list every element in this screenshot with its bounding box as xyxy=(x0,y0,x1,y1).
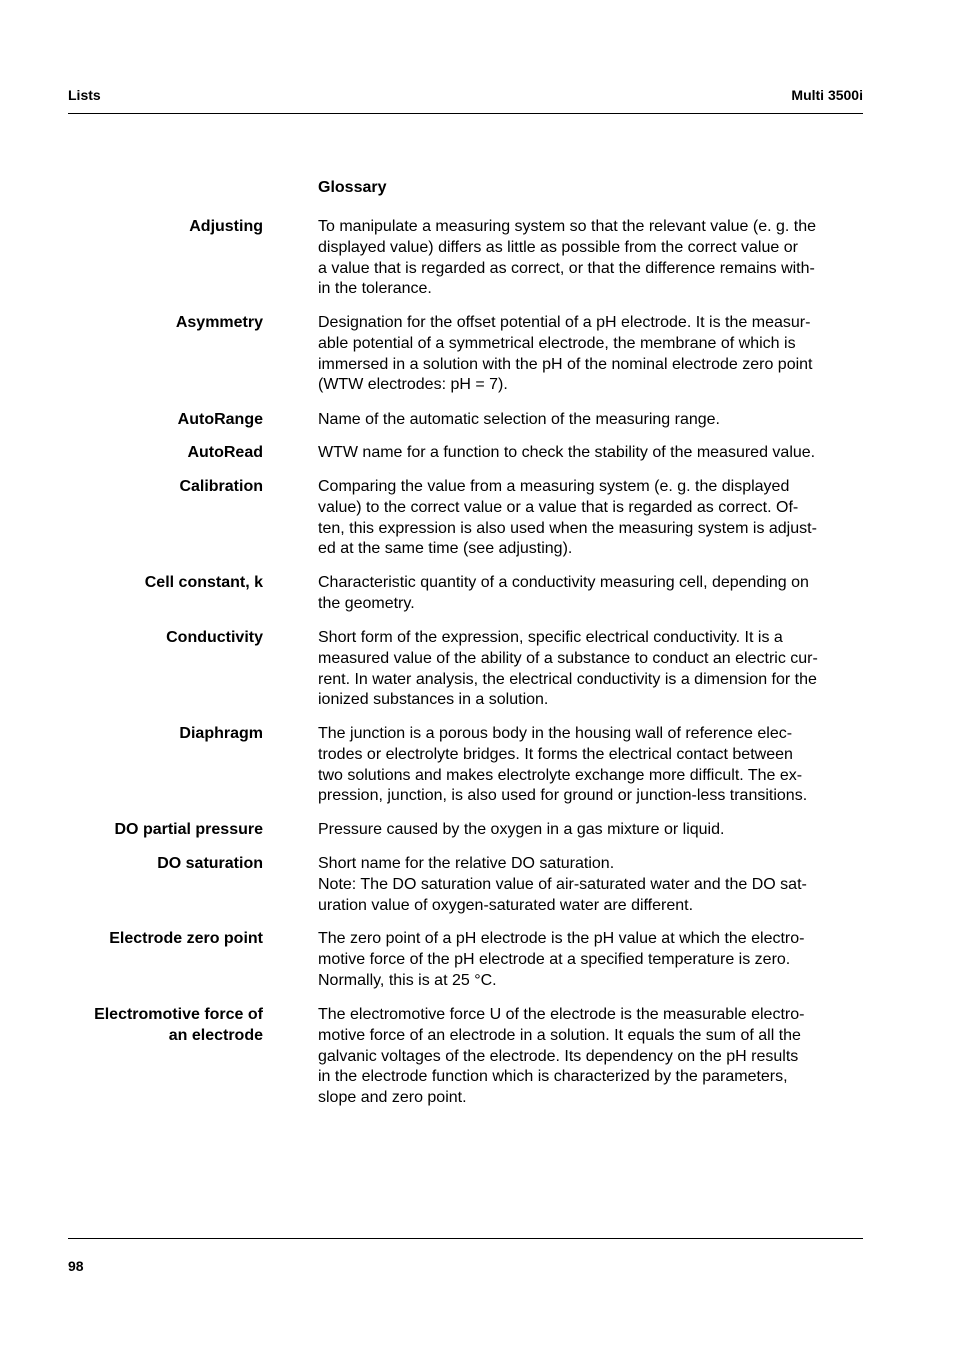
glossary-definition: Short name for the relative DO saturation. Note: The DO saturation value of air-saturated water and the DO sat- uration value of oxygen-saturated water are different. xyxy=(318,855,807,914)
glossary-definition: Characteristic quantity of a conductivity measuring cell, depending on the geometry. xyxy=(318,574,809,612)
glossary-definition: WTW name for a function to check the stability of the measured value. xyxy=(318,444,816,461)
glossary-term: Electrode zero point xyxy=(109,930,263,947)
glossary-term: Calibration xyxy=(179,478,263,495)
glossary-term: Adjusting xyxy=(189,218,263,235)
glossary-term: Cell constant, k xyxy=(144,574,263,591)
glossary-term: AutoRead xyxy=(187,444,263,461)
glossary-term: DO saturation xyxy=(157,855,263,872)
glossary-term: Electromotive force of an electrode xyxy=(94,1006,263,1044)
running-header-section: Lists xyxy=(68,87,101,103)
glossary-definition: Pressure caused by the oxygen in a gas mixture or liquid. xyxy=(318,821,725,838)
page-number: 98 xyxy=(68,1258,84,1274)
glossary-definition: To manipulate a measuring system so that the relevant value (e. g. the displayed value) differs as little as possible from the correct value or a value that is regarded as correct, or that the difference remains with- in the tolerance. xyxy=(318,218,817,298)
header-rule xyxy=(68,113,863,114)
glossary-definition: Comparing the value from a measuring system (e. g. the displayed value) to the correct value or a value that is regarded as correct. Of- ten, this expression is also used when the measuring system is adjust- ed at the same time (see adjusting). xyxy=(318,478,817,558)
glossary-definition: The zero point of a pH electrode is the pH value at which the electro- motive force of the pH electrode at a specified temperature is zero. Normally, this is at 25 °C. xyxy=(318,930,805,989)
glossary-term: DO partial pressure xyxy=(114,821,263,838)
glossary-definition: The junction is a porous body in the housing wall of reference elec- trodes or electrolyte bridges. It forms the electrical contact between two solutions and makes electrolyte exchange more difficult. The ex- pression, junction, is also used for ground or junction-less transitions. xyxy=(318,725,808,805)
glossary-definition: The electromotive force U of the electrode is the measurable electro- motive force of an electrode in a solution. It equals the sum of all the galvanic voltages of the electrode. Its dependency on the pH results in the electrode function which is characterized by the parameters, slope and zero point. xyxy=(318,1006,805,1107)
glossary-definition: Short form of the expression, specific electrical conductivity. It is a measured value of the ability of a substance to conduct an electric cur- rent. In water analysis, the electrical conductivity is a dimension for the ionized substances in a solution. xyxy=(318,629,818,709)
glossary-definition: Name of the automatic selection of the measuring range. xyxy=(318,411,720,428)
glossary-term: AutoRange xyxy=(177,411,263,428)
footer-rule xyxy=(68,1238,863,1239)
glossary-title: Glossary xyxy=(318,179,387,196)
glossary-term: Asymmetry xyxy=(175,314,263,331)
glossary-term: Diaphragm xyxy=(179,725,263,742)
glossary-term: Conductivity xyxy=(166,629,263,646)
glossary-definition: Designation for the offset potential of a pH electrode. It is the measur- able potential of a symmetrical electrode, the membrane of which is immersed in a solution with the pH of the nominal electrode zero point (WTW electrodes: pH = 7). xyxy=(318,314,813,394)
running-header-product: Multi 3500i xyxy=(791,87,863,103)
